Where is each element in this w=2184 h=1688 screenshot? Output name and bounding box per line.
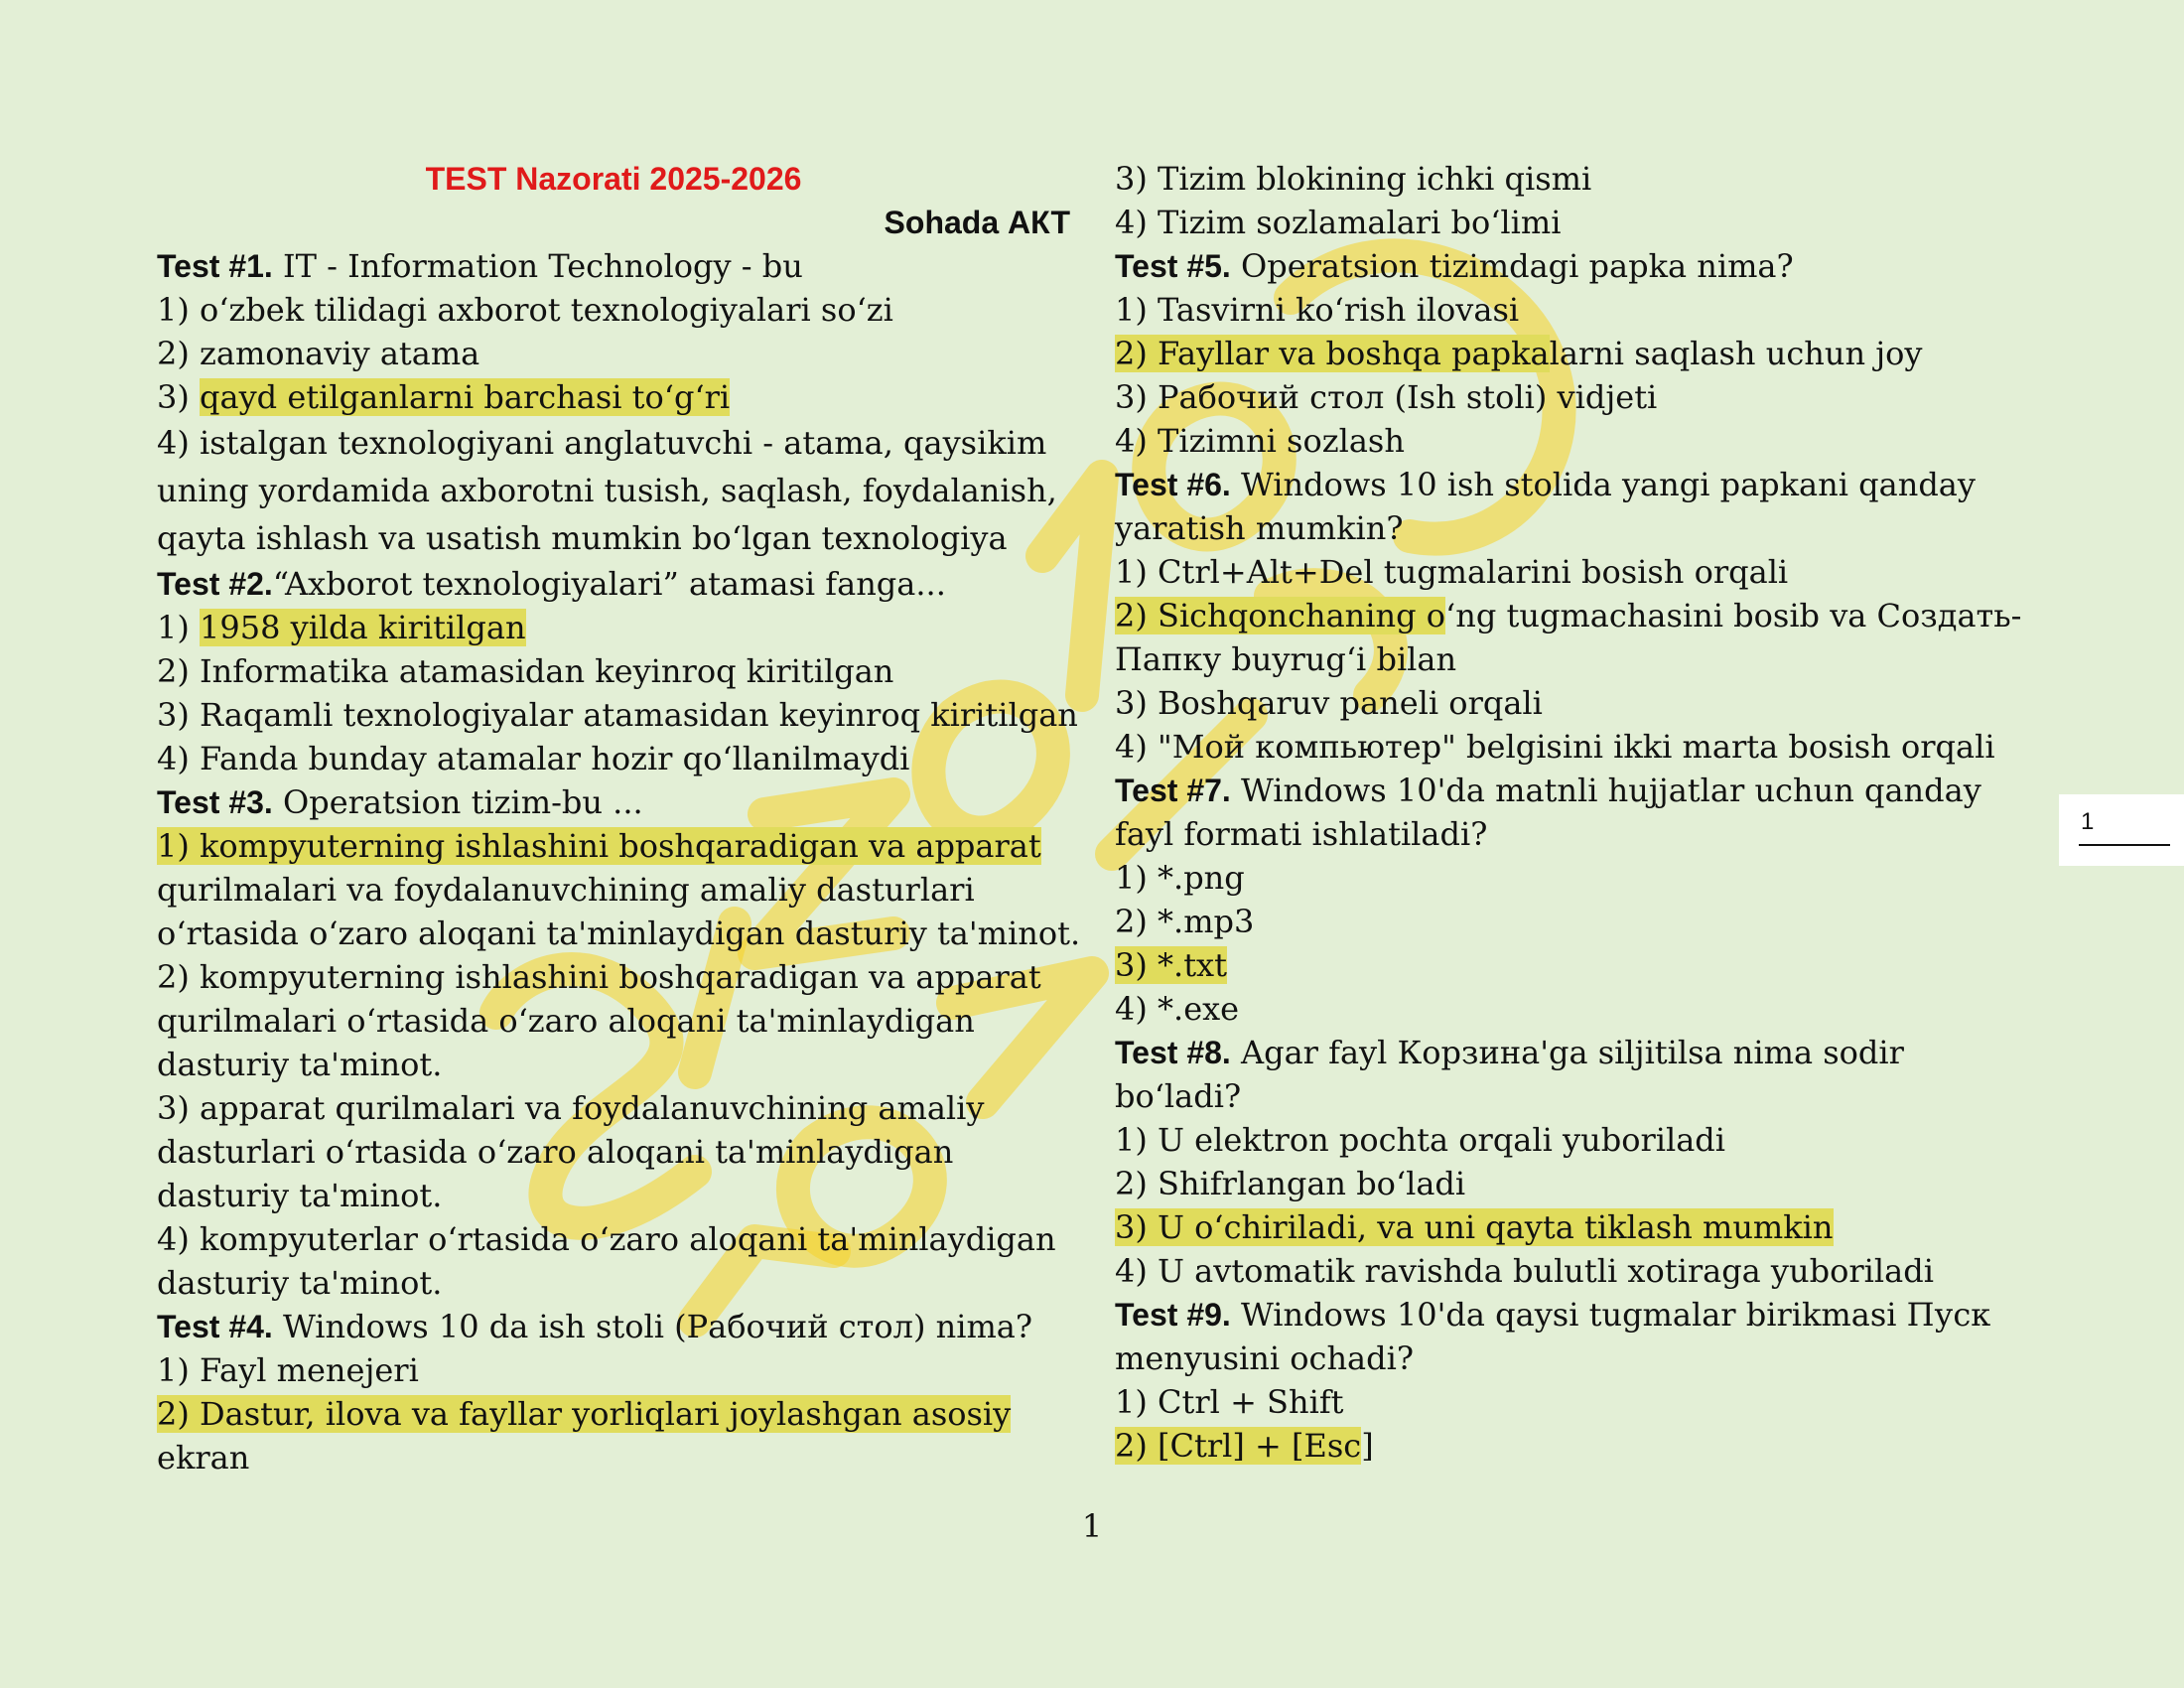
question-1 xyxy=(157,244,1070,288)
answer-option: 1) o‘zbek tilidagi axborot texnologiyalari so‘zi xyxy=(157,291,893,329)
answer-option-correct xyxy=(1115,1205,2018,1249)
answer-option-continued: dasturlari o‘rtasida o‘zaro aloqani ta'minlaydigan xyxy=(157,1133,954,1171)
page-number: 1 xyxy=(1081,1507,1103,1545)
question-text: IT - Information Technology - bu xyxy=(272,247,803,285)
answer-option: 3) Tizim blokining ichki qismi xyxy=(1115,160,1592,198)
highlighted-answer: 3) U o‘chiriladi, va uni qayta tiklash mumkin xyxy=(1115,1208,1834,1246)
highlighted-answer: 2) Dastur, ilova va fayllar yorliqlari joylashgan asosiy xyxy=(157,1395,1012,1433)
question-label: Test #8. xyxy=(1115,1035,1231,1070)
question-text: “Axborot texnologiyalari” atamasi fanga... xyxy=(272,565,946,603)
question-5 xyxy=(1115,244,2018,288)
answer-option: 3) apparat qurilmalari va foydalanuvchining amaliy xyxy=(157,1089,985,1127)
answer-option: 2) kompyuterning ishlashini boshqaradigan va apparat xyxy=(157,958,1041,996)
answer-option: 1) U elektron pochta orqali yuboriladi xyxy=(1115,1121,1726,1159)
option-rest: ] xyxy=(1361,1427,1374,1465)
question-label: Test #3. xyxy=(157,784,273,820)
answer-option: 1) Ctrl+Alt+Del tugmalarini bosish orqali xyxy=(1115,553,1789,591)
question-label: Test #6. xyxy=(1115,467,1231,502)
answer-option: 4) istalgan texnologiyani anglatuvchi - atama, qaysikim uning yordamida axborotni tusish, saqlash, foydalanish, qayta ishlash va usatish mumkin bo‘lgan texnologiya xyxy=(157,424,1057,557)
answer-option-correct xyxy=(1115,332,2018,375)
highlighted-answer: 1) kompyuterning ishlashini boshqaradigan va apparat xyxy=(157,827,1041,865)
option-prefix: 3) xyxy=(157,378,201,416)
question-4 xyxy=(157,1305,1070,1348)
question-text: Windows 10 ish stolida yangi papkani qanday xyxy=(1230,466,1976,503)
answer-option: 4) kompyuterlar o‘rtasida o‘zaro aloqani ta'minlaydigan xyxy=(157,1220,1056,1258)
highlighted-answer: 3) *.txt xyxy=(1115,946,1227,984)
answer-option-continued: dasturiy ta'minot. xyxy=(157,1264,443,1302)
question-3 xyxy=(157,780,1070,824)
answer-option-correct xyxy=(157,606,1070,649)
question-7 xyxy=(1115,769,2018,812)
question-label: Test #4. xyxy=(157,1309,273,1344)
document-subtitle: Sohada АКТ xyxy=(884,205,1070,240)
highlighted-answer: 2) [Ctrl] + [Esc xyxy=(1115,1427,1362,1465)
answer-option: 2) Informatika atamasidan keyinroq kiritilgan xyxy=(157,652,894,690)
answer-option: 2) Shifrlangan bo‘ladi xyxy=(1115,1165,1466,1202)
answer-option: 1) Tasvirni ko‘rish ilovasi xyxy=(1115,291,1520,329)
answer-option: 4) Fanda bunday atamalar hozir qo‘llanilmaydi xyxy=(157,740,910,777)
left-column xyxy=(157,157,1081,1479)
question-text-continued: fayl formati ishlatiladi? xyxy=(1115,815,1488,853)
answer-option: 1) Fayl menejeri xyxy=(157,1351,419,1389)
question-label: Test #1. xyxy=(157,248,273,284)
option-rest: ‘ng tugmachasini bosib va Создать- xyxy=(1445,597,2022,634)
question-label: Test #2. xyxy=(157,566,273,602)
answer-option: 1) *.png xyxy=(1115,859,1245,897)
question-label: Test #9. xyxy=(1115,1297,1231,1333)
answer-option: 4) Tizimni sozlash xyxy=(1115,422,1405,460)
answer-option-correct xyxy=(157,824,1070,868)
question-text-continued: yaratish mumkin? xyxy=(1115,509,1404,547)
highlighted-answer: 2) Sichqonchaning o xyxy=(1115,597,1446,634)
answer-option-correct xyxy=(1115,943,2018,987)
question-text: Windows 10'da matnli hujjatlar uchun qanday xyxy=(1230,772,1981,809)
question-6 xyxy=(1115,463,2018,506)
answer-option: 3) Boshqaruv paneli orqali xyxy=(1115,684,1543,722)
answer-option: 4) U avtomatik ravishda bulutli xotiraga yuboriladi xyxy=(1115,1252,1934,1290)
highlighted-answer: 1958 yilda kiritilgan xyxy=(200,609,526,646)
answer-option-correct xyxy=(1115,1424,2018,1468)
question-text: Operatsion tizimdagi papka nima? xyxy=(1230,247,1794,285)
document-title: TEST Nazorati 2025-2026 xyxy=(425,161,802,197)
answer-option: 3) Raqamli texnologiyalar atamasidan keyinroq kiritilgan xyxy=(157,696,1078,734)
right-column xyxy=(1115,157,2022,1468)
answer-option-continued: o‘rtasida o‘zaro aloqani ta'minlaydigan dasturiy ta'minot. xyxy=(157,914,1081,952)
answer-option-continued: ekran xyxy=(157,1439,250,1477)
answer-option-correct xyxy=(157,375,1070,419)
answer-option: 3) Рабочий стол (Ish stoli) vidjeti xyxy=(1115,378,1658,416)
answer-option: 2) *.mp3 xyxy=(1115,903,1255,940)
option-prefix: 1) xyxy=(157,609,201,646)
option-rest: larni saqlash uchun joy xyxy=(1549,335,1923,372)
answer-option-continued: qurilmalari o‘rtasida o‘zaro aloqani ta'minlaydigan xyxy=(157,1002,975,1040)
side-page-rule xyxy=(2079,844,2170,846)
answer-option-continued: dasturiy ta'minot. xyxy=(157,1177,443,1214)
question-text-continued: menyusini ochadi? xyxy=(1115,1339,1414,1377)
question-9 xyxy=(1115,1293,2018,1336)
highlighted-answer: qayd etilganlarni barchasi to‘g‘ri xyxy=(200,378,731,416)
side-page-indicator[interactable] xyxy=(2059,794,2184,866)
answer-option-correct xyxy=(1115,594,2022,637)
answer-option: 4) Tizim sozlamalari bo‘limi xyxy=(1115,204,1562,241)
question-text: Operatsion tizim-bu ... xyxy=(272,783,643,821)
question-label: Test #7. xyxy=(1115,773,1231,808)
question-8 xyxy=(1115,1031,2018,1074)
answer-option-continued: Папку buyrug‘i bilan xyxy=(1115,640,1457,678)
question-2 xyxy=(157,562,1070,606)
answer-option-continued: dasturiy ta'minot. xyxy=(157,1046,443,1083)
answer-option: 1) Ctrl + Shift xyxy=(1115,1383,1344,1421)
question-text: Agar fayl Корзина'ga siljitilsa nima sodir xyxy=(1230,1034,1904,1071)
question-label: Test #5. xyxy=(1115,248,1231,284)
question-text: Windows 10 da ish stoli (Рабочий стол) nima? xyxy=(272,1308,1033,1345)
answer-option: 4) "Мой компьютер" belgisini ikki marta bosish orqali xyxy=(1115,728,1995,766)
answer-option-continued: qurilmalari va foydalanuvchining amaliy dasturlari xyxy=(157,871,975,909)
answer-option-correct xyxy=(157,1392,1070,1436)
answer-option: 4) *.exe xyxy=(1115,990,1240,1028)
answer-option: 2) zamonaviy atama xyxy=(157,335,480,372)
question-text: Windows 10'da qaysi tugmalar birikmasi Пуск xyxy=(1230,1296,1991,1334)
side-page-number: 1 xyxy=(2081,808,2095,835)
question-text-continued: bo‘ladi? xyxy=(1115,1077,1242,1115)
highlighted-answer: 2) Fayllar va boshqa papka xyxy=(1115,335,1550,372)
